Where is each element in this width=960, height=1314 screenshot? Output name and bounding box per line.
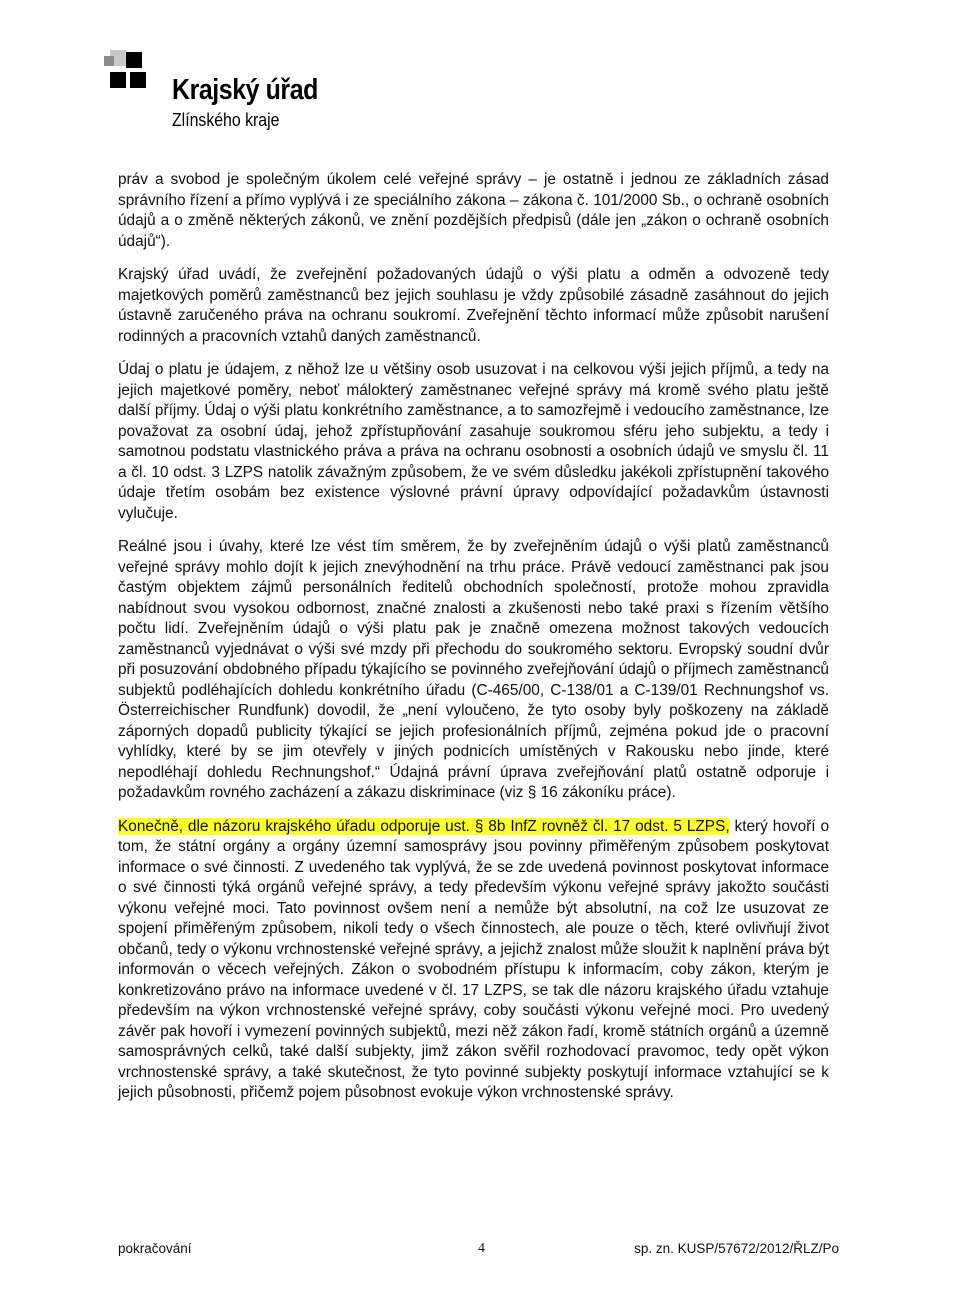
paragraph-1: práv a svobod je společným úkolem celé veřejné správy – je ostatně i jednou ze základních zásad správního řízení a přímo vyplývá i ze speciálního zákona – zákona č. 101/2000 Sb., o ochraně osobních údajů a o změně některých zákonů, ve znění pozdějších předpisů (dále jen „zákon o ochraně osobních údajů“). [118, 171, 829, 250]
logo-square-bottom-right [130, 72, 146, 88]
logo-square-bottom-left [110, 72, 126, 88]
paragraph-2: Krajský úřad uvádí, že zveřejnění požadovaných údajů o výši platu a odměn a odvozeně tedy majetkových poměrů zaměstnanců bez jejich souhlasu je vždy způsobilé zásadně zasáhnout do jejich ústavně zaručeného práva na ochranu soukromí. Zveřejnění těchto informací může způsobit narušení rodinných a pracovních vztahů daných zaměstnanců. [118, 266, 829, 345]
paragraph-5-rest: který hovoří o tom, že státní orgány a orgány územní samosprávy jsou povinny přiměřeným způsobem poskytovat informace o své činnosti. Z uvedeného tak vyplývá, že se zde uvedená povinnost poskytovat informace o své činnosti týká orgánů veřejné správy, a tedy především výkonu veřejné správy jakožto součásti výkonu veřejné moci. Tato povinnost ovšem není a nemůže být absolutní, na což lze usuzovat ze spojení přiměřeným způsobem, nikoli tedy o všech činnostech, ale pouze o těch, které ovlivňují život občanů, tedy o výkonu vrchnostenské veřejné správy, a jejichž znalost může sloužit k naplnění práva být informován o věcech veřejných. Zákon o svobodném přístupu k informacím, coby zákon, kterým je konkretizováno právo na informace uvedené v čl. 17 LZPS, se tak dle názoru krajského úřadu vztahuje především na výkon vrchnostenské veřejné správy, coby součásti výkonu veřejné moci. Pro uvedený závěr pak hovoří i vymezení povinných subjektů, mezi něž zákon řadí, kromě státních orgánů a územně samosprávných celků, také další subjekty, jimž zákon svěřil rozhodovací pravomoc, tedy opět výkon vrchnostenské správy, a také skutečnost, že tyto povinné subjekty poskytují informace vztahující se k jejich působnosti, přičemž pojem působnost evokuje výkon vrchnostenské správy. [118, 817, 830, 1101]
paragraph-4: Reálné jsou i úvahy, které lze vést tím směrem, že by zveřejněním údajů o výši platů zaměstnanců veřejné správy mohlo dojít k jejich znevýhodnění na trhu práce. Právě vedoucí zaměstnanci pak jsou častým objektem zájmů personálních ředitelů obchodních společností, protože mohou zpravidla nabídnout svou vysokou odbornost, značné znalosti a zkušenosti nebo také praxi s řízením většího počtu lidí. Zveřejněním údajů o výši platu pak je značně omezena možnost takových vedoucích zaměstnanců vyjednávat o výši své mzdy při přechodu do soukromého sektoru. Evropský soudní dvůr při posuzování obdobného případu týkajícího se povinného zveřejňování údajů o příjmech zaměstnanců subjektů podléhajících dohledu konkrétního úřadu (C-465/00, C-138/01 a C-139/01 Rechnungshof vs. Österreichischer Rundfunk) dovodil, že „není vyloučeno, že tyto osoby byly poškozeny na základě záporných dopadů publicity týkající se jejich profesionálních příjmů, zejména pokud jde o pracovní vyhlídky, které by se jim otevřely v jiných podnicích umístěných v Rakousku nebo jinde, které nepodléhají dohledu Rechnungshof.“ Údajná právní úprava zveřejňování platů ostatně odporuje i požadavkům rovného zacházení a zákazu diskriminace (viz § 16 zákoníku práce). [118, 538, 829, 801]
highlighted-text: Konečně, dle názoru krajského úřadu odporuje ust. § 8b InfZ rovněž čl. 17 odst. 5 LZPS, [118, 817, 730, 835]
logo-square-top [126, 52, 142, 68]
page-footer [118, 1241, 839, 1261]
continued-label: pokračování [118, 1241, 192, 1256]
paragraph-3: Údaj o platu je údajem, z něhož lze u většiny osob usuzovat i na celkovou výši jejich příjmů, a tedy na jejich majetkové poměry, neboť málokterý zaměstnanec veřejné správy má kromě svého platu ještě další příjmy. Údaj o výši platu konkrétního zaměstnance, a to samozřejmě i vedoucího zaměstnance, lze považovat za osobní údaj, jehož zpřístupňování zasahuje soukromou sféru jeho subjektu, a tedy i samotnou podstatu vlastnického práva a práva na ochranu osobnosti a osobních údajů ve smyslu čl. 11 a čl. 10 odst. 3 LZPS natolik závažným způsobem, že ve svém důsledku jakékoli zpřístupnění takového údaje třetím osobám bez existence výslovné právní úpravy odpovídající požadavkům ústavnosti vylučuje. [118, 361, 829, 522]
page-number: 4 [478, 1241, 485, 1256]
document-body [118, 170, 829, 1117]
office-subtitle: Zlínského kraje [172, 110, 280, 130]
logo-square-mid [104, 56, 114, 66]
file-reference: sp. zn. KUSP/57672/2012/ŘLZ/Po [634, 1241, 839, 1256]
paragraph-5 [118, 817, 829, 1104]
office-title: Krajský úřad [172, 74, 318, 106]
